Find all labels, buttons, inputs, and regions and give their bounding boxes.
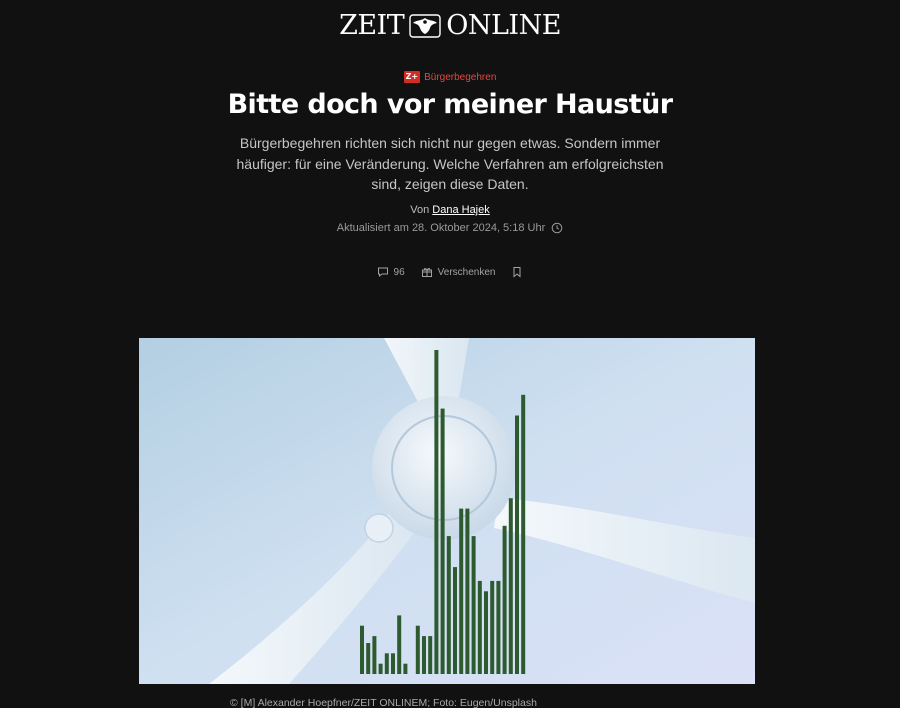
bar <box>484 591 488 674</box>
gift-icon <box>421 266 433 278</box>
bar <box>391 653 395 674</box>
bar <box>385 653 389 674</box>
bar <box>360 626 364 674</box>
bar <box>472 536 476 674</box>
bar <box>509 498 513 674</box>
zplus-badge: Z+ <box>405 72 419 81</box>
bookmark-button[interactable] <box>511 266 523 278</box>
bar <box>447 536 451 674</box>
bar <box>422 636 426 674</box>
gift-button[interactable] <box>421 266 496 278</box>
bar <box>428 636 432 674</box>
bar <box>434 350 438 674</box>
bar <box>478 581 482 674</box>
clock-icon[interactable] <box>551 222 563 234</box>
hero-image <box>139 338 755 684</box>
article-headline: Bitte doch vor meiner Haustür <box>227 89 673 120</box>
bar <box>441 409 445 674</box>
article-actions <box>0 266 900 278</box>
bar <box>453 567 457 674</box>
image-credit: © [M] Alexander Hoepfner/ZEIT ONLINEM; Foto: Eugen/Unsplash <box>230 697 537 708</box>
logo-wordmark-left: ZEIT <box>339 10 405 41</box>
bar <box>416 626 420 674</box>
logo-wordmark-right: ONLINE <box>446 10 561 41</box>
bookmark-icon <box>511 266 523 278</box>
bar <box>515 416 519 675</box>
kicker-label: Bürgerbegehren <box>424 71 497 83</box>
turbine-blade-root <box>365 514 393 542</box>
comments-button[interactable] <box>377 266 405 278</box>
comments-count: 96 <box>393 266 405 278</box>
article-lede: Bürgerbegehren richten sich nicht nur gegen etwas. Sondern immer häufiger: für eine Veränderung. Welche Verfahren am erfolgreichsten sind, zeigen diese Daten. <box>236 135 664 192</box>
eagle-crest-icon <box>408 13 442 39</box>
bar <box>403 664 407 674</box>
bar <box>379 664 383 674</box>
site-logo[interactable] <box>0 10 900 41</box>
bar <box>372 636 376 674</box>
comment-icon <box>377 266 389 278</box>
bar <box>503 526 507 674</box>
author-link[interactable]: Dana Hajek <box>432 204 490 216</box>
bar <box>490 581 494 674</box>
updated-timestamp: Aktualisiert am 28. Oktober 2024, 5:18 Uhr <box>336 222 546 234</box>
bar <box>465 509 469 674</box>
byline <box>0 204 900 216</box>
bar <box>397 615 401 674</box>
byline-prefix: Von <box>410 204 430 216</box>
dateline <box>0 222 900 234</box>
bar <box>366 643 370 674</box>
hero-illustration <box>139 338 755 684</box>
bar <box>521 395 525 674</box>
bar <box>496 581 500 674</box>
article-kicker[interactable] <box>0 71 900 83</box>
bar <box>459 509 463 674</box>
gift-label: Verschenken <box>437 266 496 278</box>
